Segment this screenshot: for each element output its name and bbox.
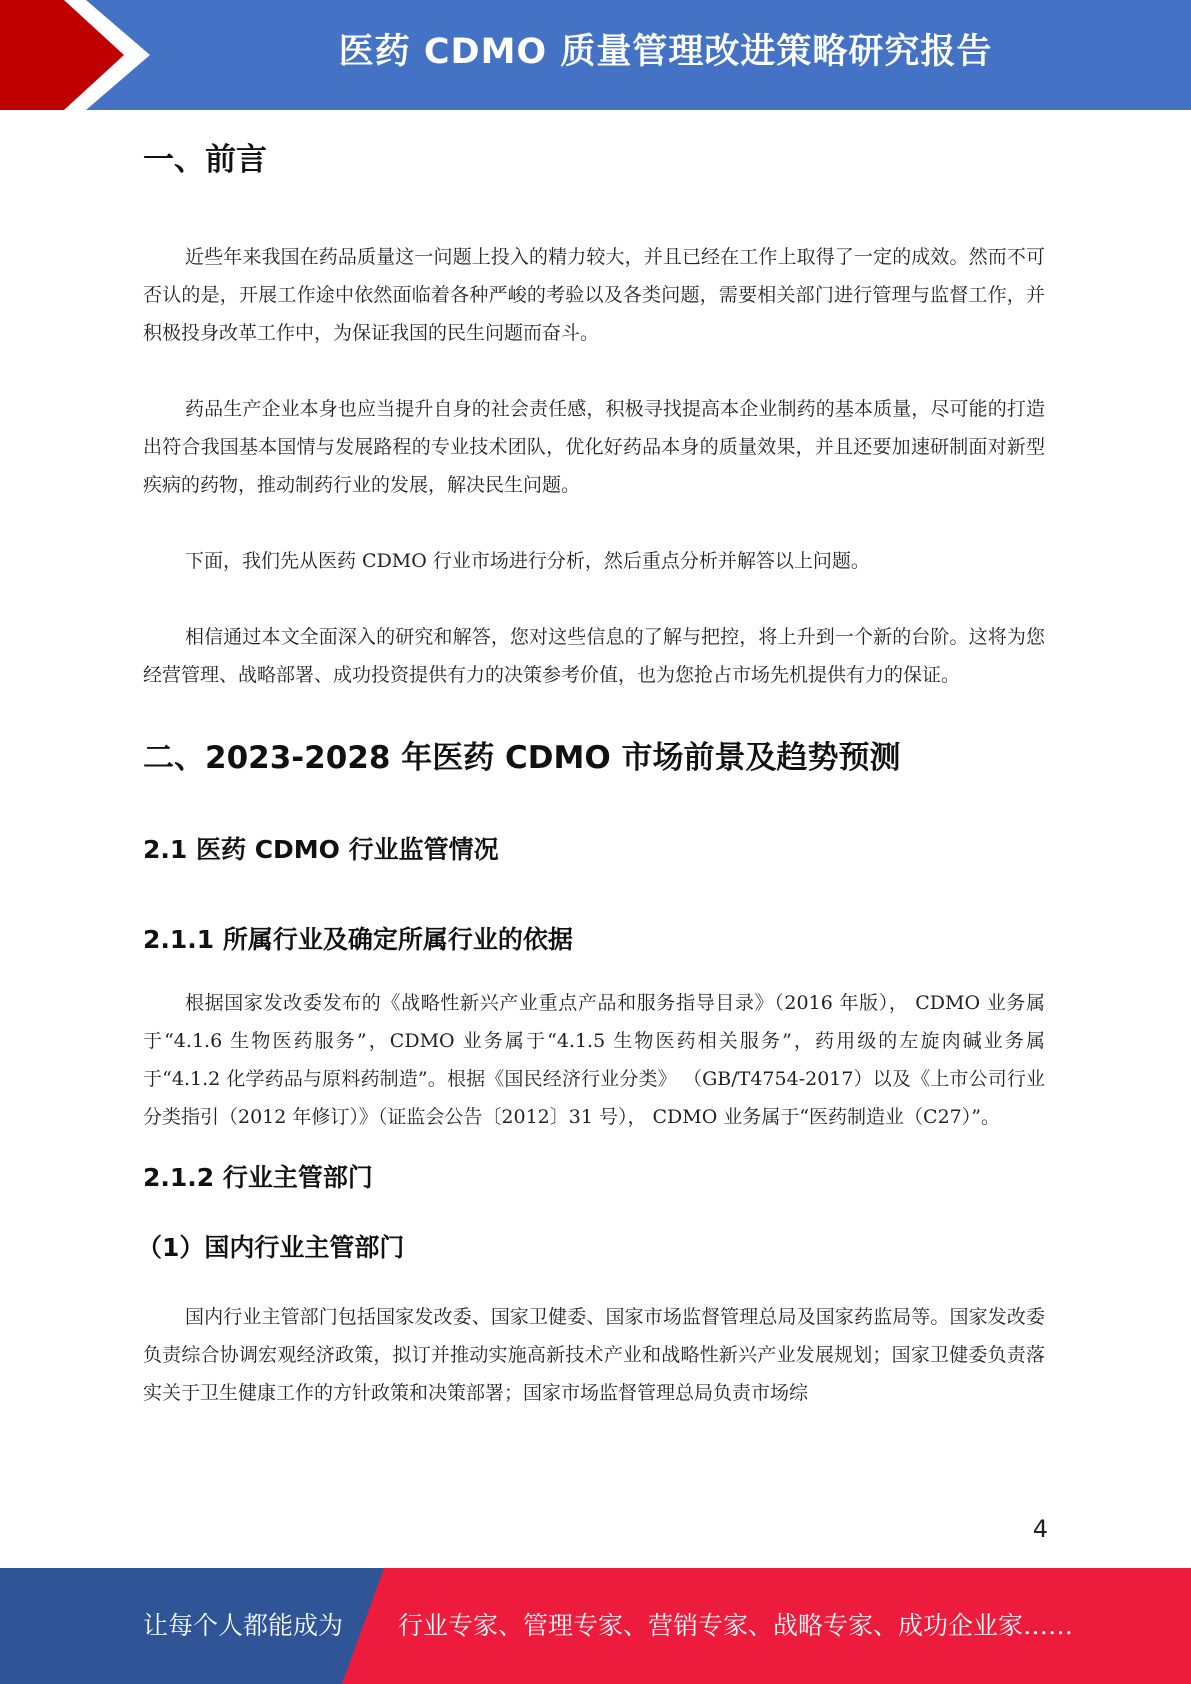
report-title: 医药 CDMO 质量管理改进策略研究报告 xyxy=(338,32,993,72)
subsection-heading-regulation: 2.1 医药 CDMO 行业监管情况 xyxy=(143,835,499,864)
paragraph: 下面，我们先从医药 CDMO 行业市场进行分析，然后重点分析并解答以上问题。 xyxy=(185,550,870,572)
header-arrow-decoration xyxy=(0,0,150,110)
page-number: 4 xyxy=(1032,1515,1048,1543)
page-header xyxy=(0,0,1191,110)
page-footer xyxy=(0,1568,1191,1684)
paragraph: 相信通过本文全面深入的研究和解答，您对这些信息的了解与把控，将上升到一个新的台阶。这将为您经营管理、战略部署、成功投资提供有力的决策参考价值，也为您抢占市场先机提供有力的保证。 xyxy=(143,626,1045,686)
paragraph: 药品生产企业本身也应当提升自身的社会责任感，积极寻找提高本企业制药的基本质量，尽可能的打造出符合我国基本国情与发展路程的专业技术团队，优化好药品本身的质量效果，并且还要加速研制面对新型疾病的药物，推动制药行业的发展，解决民生问题。 xyxy=(143,398,1045,496)
section-heading-market-forecast: 二、2023-2028 年医药 CDMO 市场前景及趋势预测 xyxy=(143,740,901,776)
paragraph: 根据国家发改委发布的《战略性新兴产业重点产品和服务指导目录》（2016 年版）， CDMO 业务属于“4.1.6 生物医药服务”，CDMO 业务属于“4.1.5 生物医药相关服务”，药用级的左旋肉碱业务属于“4.1.2 化学药品与原料药制造”。根据《国民经济行业分类》 （GB/T4754-2017）以及《上市公司行业分类指引（2012 年修订）》（证监会公告〔2012〕31 号）， CDMO 业务属于“医药制造业（C27）”。 xyxy=(143,992,1045,1128)
footer-slogan-left: 让每个人都能成为 xyxy=(143,1611,344,1640)
footer-slogan-right: 行业专家、管理专家、营销专家、战略专家、成功企业家…… xyxy=(398,1611,1074,1640)
subsection-heading-industry-basis: 2.1.1 所属行业及确定所属行业的依据 xyxy=(143,925,573,954)
section-heading-preface: 一、前言 xyxy=(143,142,267,178)
subsection-heading-authorities: 2.1.2 行业主管部门 xyxy=(143,1163,373,1192)
subsection-heading-domestic-authorities: （1）国内行业主管部门 xyxy=(137,1233,405,1262)
paragraph: 近些年来我国在药品质量这一问题上投入的精力较大，并且已经在工作上取得了一定的成效。然而不可否认的是，开展工作途中依然面临着各种严峻的考验以及各类问题，需要相关部门进行管理与监督工作，并积极投身改革工作中，为保证我国的民生问题而奋斗。 xyxy=(143,246,1045,344)
paragraph: 国内行业主管部门包括国家发改委、国家卫健委、国家市场监督管理总局及国家药监局等。国家发改委负责综合协调宏观经济政策，拟订并推动实施高新技术产业和战略性新兴产业发展规划；国家卫健委负责落实关于卫生健康工作的方针政策和决策部署；国家市场监督管理总局负责市场综 xyxy=(143,1306,1045,1404)
page-content xyxy=(137,130,1045,1412)
